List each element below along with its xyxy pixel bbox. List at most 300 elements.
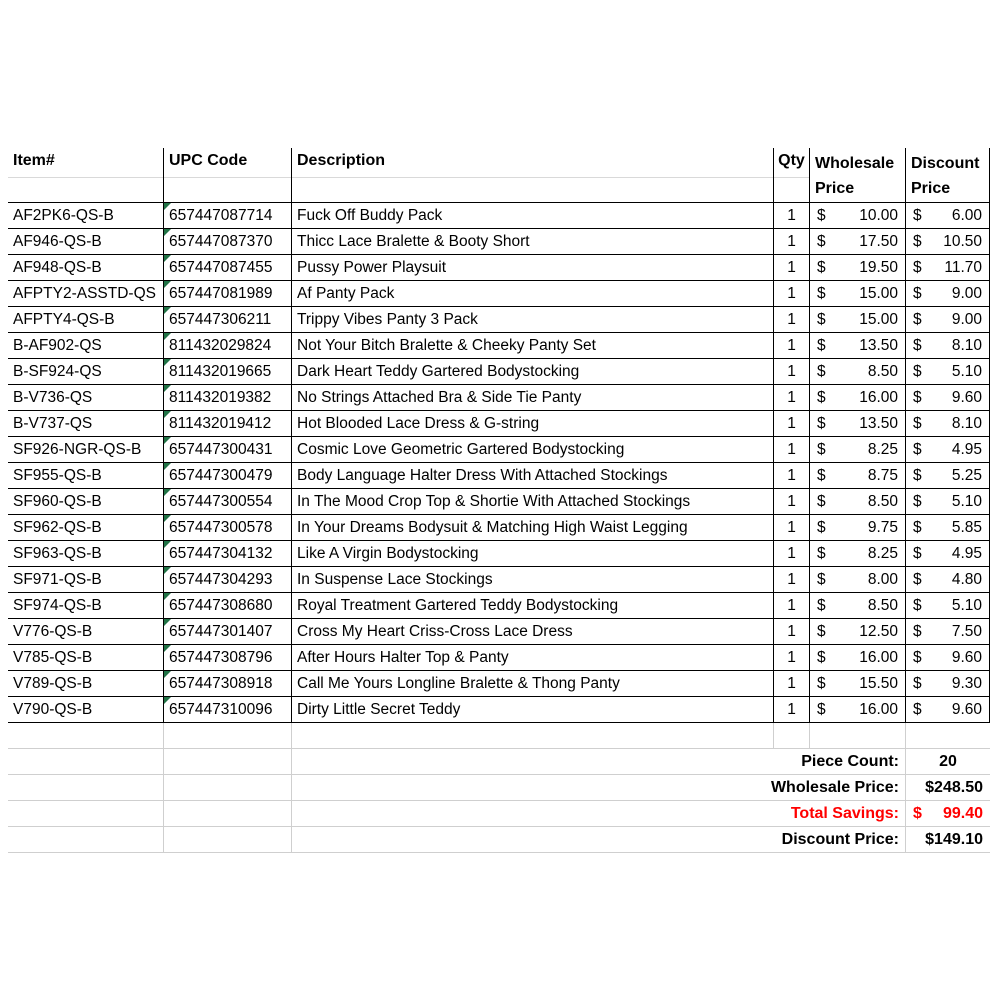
upc-value: 657447300554 bbox=[169, 492, 273, 510]
cell-description[interactable]: In Suspense Lace Stockings bbox=[292, 567, 774, 593]
currency-symbol: $ bbox=[913, 648, 922, 666]
cell-item-number[interactable]: V776-QS-B bbox=[8, 619, 164, 645]
cell-qty[interactable]: 1 bbox=[774, 255, 810, 281]
upc-value: 811432019412 bbox=[169, 414, 272, 432]
currency-symbol: $ bbox=[913, 206, 922, 224]
cell-description[interactable]: Cosmic Love Geometric Gartered Bodystocking bbox=[292, 437, 774, 463]
cell-discount-price[interactable] bbox=[906, 567, 990, 593]
table-header-row bbox=[8, 148, 990, 203]
cell-upc-code[interactable] bbox=[164, 203, 292, 229]
discount-amount: 9.00 bbox=[951, 284, 982, 302]
cell-discount-price[interactable] bbox=[906, 411, 990, 437]
upc-value: 657447308918 bbox=[169, 674, 273, 692]
cell-upc-code[interactable] bbox=[164, 541, 292, 567]
cell-qty[interactable]: 1 bbox=[774, 645, 810, 671]
upc-value: 657447308680 bbox=[169, 596, 273, 614]
cell-wholesale-price[interactable] bbox=[810, 619, 906, 645]
col-header-wholesale-line1: Wholesale bbox=[815, 155, 895, 172]
cell-description[interactable]: Dirty Little Secret Teddy bbox=[292, 697, 774, 723]
cell-wholesale-price[interactable] bbox=[810, 203, 906, 229]
cell-qty[interactable]: 1 bbox=[774, 411, 810, 437]
number-stored-as-text-flag-icon bbox=[164, 229, 171, 236]
wholesale-amount: 8.00 bbox=[867, 570, 898, 588]
discount-amount: 9.60 bbox=[951, 388, 982, 406]
upc-value: 811432019382 bbox=[169, 388, 272, 406]
number-stored-as-text-flag-icon bbox=[164, 645, 171, 652]
wholesale-amount: 16.00 bbox=[859, 388, 898, 406]
summary-row bbox=[8, 827, 990, 853]
cell-item-number[interactable]: V790-QS-B bbox=[8, 697, 164, 723]
cell-qty[interactable]: 1 bbox=[774, 619, 810, 645]
summary-value[interactable] bbox=[906, 801, 990, 826]
cell-discount-price[interactable] bbox=[906, 203, 990, 229]
summary-label: Piece Count: bbox=[292, 749, 906, 774]
wholesale-amount: 13.50 bbox=[859, 414, 898, 432]
discount-amount: 11.70 bbox=[944, 258, 982, 276]
summary-section bbox=[8, 749, 990, 853]
summary-spacer-cell bbox=[8, 801, 164, 826]
wholesale-amount: 15.50 bbox=[859, 674, 898, 692]
currency-symbol: $ bbox=[817, 544, 826, 562]
currency-symbol: $ bbox=[817, 284, 826, 302]
cell-wholesale-price[interactable] bbox=[810, 307, 906, 333]
cell-item-number[interactable]: B-V736-QS bbox=[8, 385, 164, 411]
summary-spacer-cell bbox=[8, 775, 164, 800]
cell-description[interactable]: Fuck Off Buddy Pack bbox=[292, 203, 774, 229]
cell-upc-code[interactable] bbox=[164, 255, 292, 281]
number-stored-as-text-flag-icon bbox=[164, 619, 171, 626]
wholesale-amount: 16.00 bbox=[859, 648, 898, 666]
upc-value: 657447306211 bbox=[169, 310, 272, 328]
number-stored-as-text-flag-icon bbox=[164, 671, 171, 678]
currency-symbol: $ bbox=[913, 466, 922, 484]
summary-row bbox=[8, 801, 990, 827]
number-stored-as-text-flag-icon bbox=[164, 463, 171, 470]
cell-discount-price[interactable] bbox=[906, 255, 990, 281]
cell-wholesale-price[interactable] bbox=[810, 671, 906, 697]
summary-value[interactable] bbox=[906, 749, 990, 774]
cell-description[interactable]: Af Panty Pack bbox=[292, 281, 774, 307]
wholesale-amount: 8.50 bbox=[867, 596, 898, 614]
cell-qty[interactable]: 1 bbox=[774, 229, 810, 255]
empty-cell[interactable] bbox=[8, 723, 164, 748]
table-row bbox=[8, 307, 990, 333]
cell-upc-code[interactable] bbox=[164, 385, 292, 411]
upc-value: 657447081989 bbox=[169, 284, 273, 302]
cell-description[interactable]: Not Your Bitch Bralette & Cheeky Panty Set bbox=[292, 333, 774, 359]
cell-qty[interactable]: 1 bbox=[774, 385, 810, 411]
upc-value: 657447304293 bbox=[169, 570, 273, 588]
cell-qty[interactable]: 1 bbox=[774, 515, 810, 541]
upc-value: 657447308796 bbox=[169, 648, 273, 666]
table-row bbox=[8, 593, 990, 619]
cell-item-number[interactable]: SF926-NGR-QS-B bbox=[8, 437, 164, 463]
summary-value[interactable] bbox=[906, 827, 990, 852]
wholesale-amount: 15.00 bbox=[859, 284, 898, 302]
col-header-discount-price[interactable] bbox=[906, 148, 990, 202]
cell-item-number[interactable]: AF2PK6-QS-B bbox=[8, 203, 164, 229]
order-table bbox=[8, 148, 990, 853]
cell-qty[interactable]: 1 bbox=[774, 697, 810, 723]
currency-symbol: $ bbox=[817, 466, 826, 484]
cell-description[interactable]: Like A Virgin Bodystocking bbox=[292, 541, 774, 567]
cell-discount-price[interactable] bbox=[906, 281, 990, 307]
discount-amount: 9.60 bbox=[951, 648, 982, 666]
currency-symbol: $ bbox=[817, 206, 826, 224]
currency-symbol: $ bbox=[913, 336, 922, 354]
discount-amount: 8.10 bbox=[951, 336, 982, 354]
currency-symbol: $ bbox=[817, 596, 826, 614]
cell-qty[interactable]: 1 bbox=[774, 489, 810, 515]
cell-upc-code[interactable] bbox=[164, 671, 292, 697]
currency-symbol: $ bbox=[913, 232, 922, 250]
currency-symbol: $ bbox=[913, 596, 922, 614]
wholesale-amount: 13.50 bbox=[859, 336, 898, 354]
cell-description[interactable]: After Hours Halter Top & Panty bbox=[292, 645, 774, 671]
summary-spacer-cell bbox=[8, 749, 164, 774]
cell-item-number[interactable]: SF955-QS-B bbox=[8, 463, 164, 489]
cell-wholesale-price[interactable] bbox=[810, 255, 906, 281]
currency-symbol: $ bbox=[913, 518, 922, 536]
cell-description[interactable]: Cross My Heart Criss-Cross Lace Dress bbox=[292, 619, 774, 645]
cell-qty[interactable]: 1 bbox=[774, 593, 810, 619]
discount-amount: 5.85 bbox=[951, 518, 982, 536]
number-stored-as-text-flag-icon bbox=[164, 203, 171, 210]
summary-amount: 99.40 bbox=[942, 804, 983, 822]
currency-symbol: $ bbox=[913, 492, 922, 510]
number-stored-as-text-flag-icon bbox=[164, 437, 171, 444]
cell-upc-code[interactable] bbox=[164, 619, 292, 645]
cell-description[interactable]: Pussy Power Playsuit bbox=[292, 255, 774, 281]
table-row bbox=[8, 385, 990, 411]
cell-qty[interactable]: 1 bbox=[774, 567, 810, 593]
cell-discount-price[interactable] bbox=[906, 515, 990, 541]
cell-qty[interactable]: 1 bbox=[774, 463, 810, 489]
wholesale-amount: 8.75 bbox=[867, 466, 898, 484]
cell-wholesale-price[interactable] bbox=[810, 229, 906, 255]
table-row bbox=[8, 359, 990, 385]
wholesale-amount: 15.00 bbox=[859, 310, 898, 328]
number-stored-as-text-flag-icon bbox=[164, 411, 171, 418]
number-stored-as-text-flag-icon bbox=[164, 697, 171, 704]
cell-item-number[interactable]: SF974-QS-B bbox=[8, 593, 164, 619]
cell-upc-code[interactable] bbox=[164, 489, 292, 515]
discount-amount: 4.95 bbox=[951, 440, 982, 458]
summary-label: Discount Price: bbox=[292, 827, 906, 852]
discount-amount: 5.10 bbox=[951, 362, 982, 380]
discount-amount: 4.95 bbox=[951, 544, 982, 562]
cell-wholesale-price[interactable] bbox=[810, 567, 906, 593]
cell-upc-code[interactable] bbox=[164, 307, 292, 333]
table-row bbox=[8, 697, 990, 723]
cell-discount-price[interactable] bbox=[906, 541, 990, 567]
cell-wholesale-price[interactable] bbox=[810, 281, 906, 307]
empty-cell[interactable] bbox=[292, 723, 774, 748]
table-row bbox=[8, 463, 990, 489]
cell-discount-price[interactable] bbox=[906, 645, 990, 671]
cell-discount-price[interactable] bbox=[906, 619, 990, 645]
summary-row bbox=[8, 749, 990, 775]
wholesale-amount: 10.00 bbox=[859, 206, 898, 224]
currency-symbol: $ bbox=[913, 570, 922, 588]
upc-value: 811432019665 bbox=[169, 362, 272, 380]
number-stored-as-text-flag-icon bbox=[164, 281, 171, 288]
cell-qty[interactable]: 1 bbox=[774, 333, 810, 359]
upc-value: 657447304132 bbox=[169, 544, 273, 562]
upc-value: 657447301407 bbox=[169, 622, 273, 640]
number-stored-as-text-flag-icon bbox=[164, 255, 171, 262]
summary-spacer-cell bbox=[8, 827, 164, 852]
cell-qty[interactable]: 1 bbox=[774, 281, 810, 307]
cell-description[interactable]: In The Mood Crop Top & Shortie With Attached Stockings bbox=[292, 489, 774, 515]
cell-item-number[interactable]: SF962-QS-B bbox=[8, 515, 164, 541]
table-row bbox=[8, 255, 990, 281]
cell-description[interactable]: No Strings Attached Bra & Side Tie Panty bbox=[292, 385, 774, 411]
cell-wholesale-price[interactable] bbox=[810, 385, 906, 411]
table-row bbox=[8, 281, 990, 307]
discount-amount: 10.50 bbox=[943, 232, 982, 250]
currency-symbol: $ bbox=[913, 622, 922, 640]
table-row bbox=[8, 619, 990, 645]
number-stored-as-text-flag-icon bbox=[164, 489, 171, 496]
cell-discount-price[interactable] bbox=[906, 697, 990, 723]
cell-qty[interactable]: 1 bbox=[774, 307, 810, 333]
cell-discount-price[interactable] bbox=[906, 229, 990, 255]
cell-discount-price[interactable] bbox=[906, 463, 990, 489]
cell-description[interactable]: Thicc Lace Bralette & Booty Short bbox=[292, 229, 774, 255]
upc-value: 657447087714 bbox=[169, 206, 273, 224]
cell-wholesale-price[interactable] bbox=[810, 697, 906, 723]
col-header-qty[interactable]: Qty bbox=[774, 148, 810, 202]
wholesale-amount: 8.50 bbox=[867, 362, 898, 380]
cell-item-number[interactable]: B-AF902-QS bbox=[8, 333, 164, 359]
currency-symbol: $ bbox=[817, 648, 826, 666]
cell-wholesale-price[interactable] bbox=[810, 411, 906, 437]
cell-discount-price[interactable] bbox=[906, 333, 990, 359]
cell-qty[interactable]: 1 bbox=[774, 203, 810, 229]
summary-label: Total Savings: bbox=[292, 801, 906, 826]
table-row bbox=[8, 671, 990, 697]
upc-value: 657447087370 bbox=[169, 232, 273, 250]
cell-upc-code[interactable] bbox=[164, 645, 292, 671]
wholesale-amount: 8.25 bbox=[867, 440, 898, 458]
upc-value: 657447300479 bbox=[169, 466, 273, 484]
cell-upc-code[interactable] bbox=[164, 515, 292, 541]
cell-description[interactable]: Call Me Yours Longline Bralette & Thong Panty bbox=[292, 671, 774, 697]
cell-discount-price[interactable] bbox=[906, 385, 990, 411]
cell-item-number[interactable]: V789-QS-B bbox=[8, 671, 164, 697]
number-stored-as-text-flag-icon bbox=[164, 567, 171, 574]
table-row bbox=[8, 489, 990, 515]
table-row bbox=[8, 541, 990, 567]
cell-item-number[interactable]: SF971-QS-B bbox=[8, 567, 164, 593]
number-stored-as-text-flag-icon bbox=[164, 333, 171, 340]
summary-value[interactable] bbox=[906, 775, 990, 800]
currency-symbol: $ bbox=[817, 232, 826, 250]
upc-value: 657447310096 bbox=[169, 700, 273, 718]
number-stored-as-text-flag-icon bbox=[164, 307, 171, 314]
table-row bbox=[8, 333, 990, 359]
discount-amount: 9.30 bbox=[951, 674, 982, 692]
cell-qty[interactable]: 1 bbox=[774, 437, 810, 463]
cell-wholesale-price[interactable] bbox=[810, 645, 906, 671]
cell-wholesale-price[interactable] bbox=[810, 333, 906, 359]
summary-spacer-cell bbox=[164, 775, 292, 800]
cell-upc-code[interactable] bbox=[164, 229, 292, 255]
currency-symbol: $ bbox=[913, 388, 922, 406]
cell-upc-code[interactable] bbox=[164, 567, 292, 593]
discount-amount: 5.10 bbox=[951, 596, 982, 614]
cell-item-number[interactable]: SF963-QS-B bbox=[8, 541, 164, 567]
table-row bbox=[8, 203, 990, 229]
currency-symbol: $ bbox=[913, 674, 922, 692]
empty-cell[interactable] bbox=[810, 723, 906, 748]
table-row bbox=[8, 229, 990, 255]
cell-wholesale-price[interactable] bbox=[810, 541, 906, 567]
cell-wholesale-price[interactable] bbox=[810, 489, 906, 515]
cell-wholesale-price[interactable] bbox=[810, 437, 906, 463]
summary-spacer-cell bbox=[164, 749, 292, 774]
cell-qty[interactable]: 1 bbox=[774, 359, 810, 385]
cell-qty[interactable]: 1 bbox=[774, 671, 810, 697]
summary-currency-symbol: $ bbox=[913, 804, 922, 822]
table-row bbox=[8, 437, 990, 463]
wholesale-amount: 16.00 bbox=[859, 700, 898, 718]
empty-cell[interactable] bbox=[164, 723, 292, 748]
cell-wholesale-price[interactable] bbox=[810, 359, 906, 385]
currency-symbol: $ bbox=[817, 440, 826, 458]
summary-label: Wholesale Price: bbox=[292, 775, 906, 800]
cell-upc-code[interactable] bbox=[164, 411, 292, 437]
cell-item-number[interactable]: SF960-QS-B bbox=[8, 489, 164, 515]
upc-value: 657447300431 bbox=[169, 440, 273, 458]
table-row bbox=[8, 515, 990, 541]
upc-value: 657447087455 bbox=[169, 258, 273, 276]
number-stored-as-text-flag-icon bbox=[164, 385, 171, 392]
number-stored-as-text-flag-icon bbox=[164, 541, 171, 548]
cell-description[interactable]: Body Language Halter Dress With Attached Stockings bbox=[292, 463, 774, 489]
summary-amount: $248.50 bbox=[925, 778, 983, 796]
discount-amount: 9.60 bbox=[951, 700, 982, 718]
cell-item-number[interactable]: AF948-QS-B bbox=[8, 255, 164, 281]
cell-upc-code[interactable] bbox=[164, 437, 292, 463]
currency-symbol: $ bbox=[913, 440, 922, 458]
cell-discount-price[interactable] bbox=[906, 593, 990, 619]
cell-description[interactable]: Dark Heart Teddy Gartered Bodystocking bbox=[292, 359, 774, 385]
number-stored-as-text-flag-icon bbox=[164, 593, 171, 600]
cell-upc-code[interactable] bbox=[164, 359, 292, 385]
wholesale-amount: 19.50 bbox=[859, 258, 898, 276]
cell-discount-price[interactable] bbox=[906, 671, 990, 697]
wholesale-amount: 12.50 bbox=[859, 622, 898, 640]
cell-description[interactable]: Trippy Vibes Panty 3 Pack bbox=[292, 307, 774, 333]
cell-upc-code[interactable] bbox=[164, 463, 292, 489]
currency-symbol: $ bbox=[817, 622, 826, 640]
cell-item-number[interactable]: AFPTY2-ASSTD-QS bbox=[8, 281, 164, 307]
cell-item-number[interactable]: B-V737-QS bbox=[8, 411, 164, 437]
col-header-item[interactable]: Item# bbox=[8, 148, 164, 202]
discount-amount: 9.00 bbox=[951, 310, 982, 328]
empty-cell[interactable] bbox=[774, 723, 810, 748]
summary-spacer-cell bbox=[164, 801, 292, 826]
table-body bbox=[8, 203, 990, 723]
col-header-discount-line1: Discount bbox=[911, 155, 980, 172]
currency-symbol: $ bbox=[817, 258, 826, 276]
table-row bbox=[8, 411, 990, 437]
currency-symbol: $ bbox=[913, 414, 922, 432]
cell-item-number[interactable]: AF946-QS-B bbox=[8, 229, 164, 255]
empty-cell[interactable] bbox=[906, 723, 990, 748]
cell-upc-code[interactable] bbox=[164, 697, 292, 723]
col-header-wholesale-price[interactable] bbox=[810, 148, 906, 202]
currency-symbol: $ bbox=[817, 414, 826, 432]
summary-amount: 20 bbox=[939, 752, 957, 770]
cell-upc-code[interactable] bbox=[164, 593, 292, 619]
cell-wholesale-price[interactable] bbox=[810, 463, 906, 489]
cell-discount-price[interactable] bbox=[906, 307, 990, 333]
discount-amount: 7.50 bbox=[951, 622, 982, 640]
cell-qty[interactable]: 1 bbox=[774, 541, 810, 567]
summary-amount: $149.10 bbox=[925, 830, 983, 848]
currency-symbol: $ bbox=[817, 518, 826, 536]
discount-amount: 5.10 bbox=[951, 492, 982, 510]
currency-symbol: $ bbox=[817, 492, 826, 510]
currency-symbol: $ bbox=[817, 388, 826, 406]
cell-wholesale-price[interactable] bbox=[810, 515, 906, 541]
currency-symbol: $ bbox=[817, 336, 826, 354]
cell-description[interactable]: Hot Blooded Lace Dress & G-string bbox=[292, 411, 774, 437]
col-header-discount-line2: Price bbox=[911, 180, 951, 197]
cell-description[interactable]: In Your Dreams Bodysuit & Matching High Waist Legging bbox=[292, 515, 774, 541]
currency-symbol: $ bbox=[913, 258, 922, 276]
summary-spacer-cell bbox=[164, 827, 292, 852]
upc-value: 657447300578 bbox=[169, 518, 273, 536]
cell-discount-price[interactable] bbox=[906, 489, 990, 515]
currency-symbol: $ bbox=[817, 570, 826, 588]
currency-symbol: $ bbox=[817, 362, 826, 380]
summary-row bbox=[8, 775, 990, 801]
cell-description[interactable]: Royal Treatment Gartered Teddy Bodystocking bbox=[292, 593, 774, 619]
number-stored-as-text-flag-icon bbox=[164, 359, 171, 366]
table-row bbox=[8, 567, 990, 593]
cell-item-number[interactable]: AFPTY4-QS-B bbox=[8, 307, 164, 333]
table-row bbox=[8, 645, 990, 671]
cell-upc-code[interactable] bbox=[164, 281, 292, 307]
currency-symbol: $ bbox=[913, 362, 922, 380]
col-header-wholesale-line2: Price bbox=[815, 180, 855, 197]
col-header-upc[interactable]: UPC Code bbox=[164, 148, 292, 202]
discount-amount: 5.25 bbox=[951, 466, 982, 484]
cell-discount-price[interactable] bbox=[906, 437, 990, 463]
currency-symbol: $ bbox=[817, 700, 826, 718]
cell-discount-price[interactable] bbox=[906, 359, 990, 385]
upc-value: 811432029824 bbox=[169, 336, 272, 354]
currency-symbol: $ bbox=[913, 700, 922, 718]
number-stored-as-text-flag-icon bbox=[164, 515, 171, 522]
currency-symbol: $ bbox=[817, 674, 826, 692]
cell-upc-code[interactable] bbox=[164, 333, 292, 359]
discount-amount: 4.80 bbox=[951, 570, 982, 588]
currency-symbol: $ bbox=[913, 544, 922, 562]
cell-wholesale-price[interactable] bbox=[810, 593, 906, 619]
wholesale-amount: 8.50 bbox=[867, 492, 898, 510]
cell-item-number[interactable]: V785-QS-B bbox=[8, 645, 164, 671]
col-header-description[interactable]: Description bbox=[292, 148, 774, 202]
wholesale-amount: 17.50 bbox=[859, 232, 898, 250]
wholesale-amount: 9.75 bbox=[867, 518, 898, 536]
discount-amount: 8.10 bbox=[951, 414, 982, 432]
cell-item-number[interactable]: B-SF924-QS bbox=[8, 359, 164, 385]
